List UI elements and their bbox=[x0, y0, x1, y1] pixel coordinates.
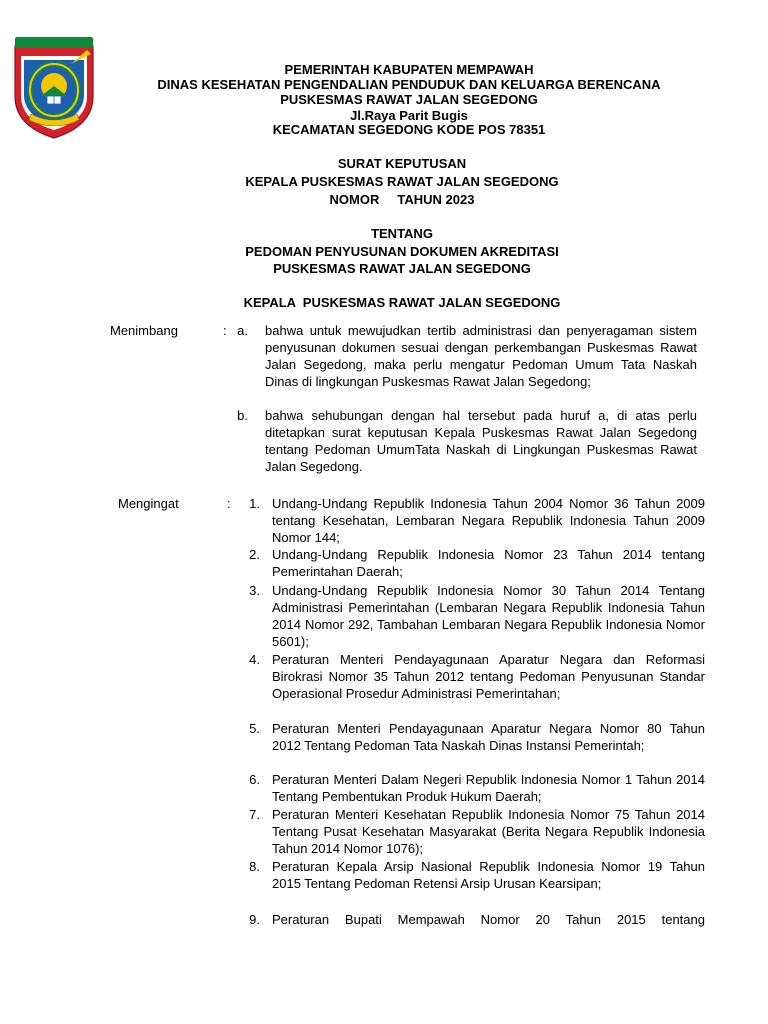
mengingat-item-mark: 6. bbox=[249, 772, 260, 787]
mengingat-item-5: Peraturan Menteri Pendayagunaan Aparatur Negara Nomor 80 Tahun 2012 Tentang Pedoman Tata Naskah Dinas Instansi Pemerintah; bbox=[272, 721, 705, 753]
mengingat-item-6: Peraturan Menteri Dalam Negeri Republik Indonesia Nomor 1 Tahun 2014 Tentang Pembentukan Produk Hukum Daerah; bbox=[272, 772, 705, 804]
menimbang-label: Menimbang bbox=[110, 323, 178, 338]
menimbang-item-mark: b. bbox=[237, 408, 248, 423]
mengingat-item-mark: 2. bbox=[249, 547, 260, 562]
menimbang-item-b: bahwa sehubungan dengan hal tersebut pada huruf a, di atas perlu ditetapkan surat keputusan Kepala Puskesmas Rawat Jalan Segedong tentang Pedoman UmumTata Naskah di Lingkungan Puskesmas Rawat Jalan Segedong. bbox=[265, 408, 697, 474]
mengingat-item-mark: 4. bbox=[249, 652, 260, 667]
mengingat-label: Mengingat bbox=[118, 496, 179, 511]
regency-emblem-icon bbox=[9, 34, 99, 140]
mengingat-item-mark: 5. bbox=[249, 721, 260, 736]
menimbang-item-a: bahwa untuk mewujudkan tertib administrasi dan penyeragaman sistem penyusunan dokumen sesuai dengan perkembangan Puskesmas Rawat Jalan Segedong, maka perlu mengatur Pedoman Umum Tata Naskah Dinas di lingkungan Puskesmas Rawat Jalan Segedong; bbox=[265, 323, 697, 389]
mengingat-item-3: Undang-Undang Republik Indonesia Nomor 30 Tahun 2014 Tentang Administrasi Pemerintahan (Lembaran Negara Republik Indonesia Tahun 2014 Nomor 292, Tambahan Lembaran Negara Republik Indonesia Nomor 5601); bbox=[272, 583, 705, 649]
mengingat-item-7: Peraturan Menteri Kesehatan Republik Indonesia Nomor 75 Tahun 2014 Tentang Pusat Kesehatan Masyarakat (Berita Negara Republik Indonesia Tahun 2014 Nomor 1076); bbox=[272, 807, 705, 856]
decree-heading: KEPALA PUSKESMAS RAWAT JALAN SEGEDONG bbox=[243, 295, 561, 310]
mengingat-item-mark: 3. bbox=[249, 583, 260, 598]
decree-subject-line1: PEDOMAN PENYUSUNAN DOKUMEN AKREDITASI bbox=[245, 244, 559, 259]
mengingat-item-1: Undang-Undang Republik Indonesia Tahun 2004 Nomor 36 Tahun 2009 tentang Kesehatan, Lembaran Negara Republik Indonesia Tahun 2009 Nomor 144; bbox=[272, 496, 705, 545]
mengingat-item-mark: 1. bbox=[249, 496, 260, 511]
mengingat-item-9: Peraturan Bupati Mempawah Nomor 20 Tahun 2015 tentang bbox=[272, 912, 705, 927]
decree-about: TENTANG bbox=[371, 226, 433, 241]
kop-line-district-postcode: KECAMATAN SEGEDONG KODE POS 78351 bbox=[272, 122, 546, 137]
mengingat-item-8: Peraturan Kepala Arsip Nasional Republik Indonesia Nomor 19 Tahun 2015 Tentang Pedoman Retensi Arsip Urusan Kearsipan; bbox=[272, 859, 705, 891]
menimbang-item-mark: a. bbox=[237, 323, 248, 338]
mengingat-item-mark: 7. bbox=[249, 807, 260, 822]
mengingat-item-2: Undang-Undang Republik Indonesia Nomor 23 Tahun 2014 tentang Pemerintahan Daerah; bbox=[272, 547, 705, 579]
decree-number: NOMOR TAHUN 2023 bbox=[329, 192, 475, 207]
decree-subject-line2: PUSKESMAS RAWAT JALAN SEGEDONG bbox=[273, 261, 531, 276]
kop-line-address: Jl.Raya Parit Bugis bbox=[350, 108, 468, 123]
menimbang-colon: : bbox=[223, 323, 227, 338]
kabupaten-mempawah-logo bbox=[9, 34, 99, 140]
mengingat-colon: : bbox=[227, 496, 231, 511]
kop-line-department: DINAS KESEHATAN PENGENDALIAN PENDUDUK DAN KELUARGA BERENCANA bbox=[157, 77, 661, 92]
decree-issuer: KEPALA PUSKESMAS RAWAT JALAN SEGEDONG bbox=[245, 174, 559, 189]
mengingat-item-mark: 8. bbox=[249, 859, 260, 874]
kop-line-puskesmas: PUSKESMAS RAWAT JALAN SEGEDONG bbox=[280, 92, 538, 107]
mengingat-item-mark: 9. bbox=[249, 912, 260, 927]
mengingat-item-4: Peraturan Menteri Pendayagunaan Aparatur Negara dan Reformasi Birokrasi Nomor 35 Tahun 2012 tentang Pedoman Penyusunan Standar Operasional Prosedur Administrasi Pemerintahan; bbox=[272, 652, 705, 701]
kop-line-government: PEMERINTAH KABUPATEN MEMPAWAH bbox=[284, 62, 534, 77]
decree-title: SURAT KEPUTUSAN bbox=[337, 156, 467, 171]
